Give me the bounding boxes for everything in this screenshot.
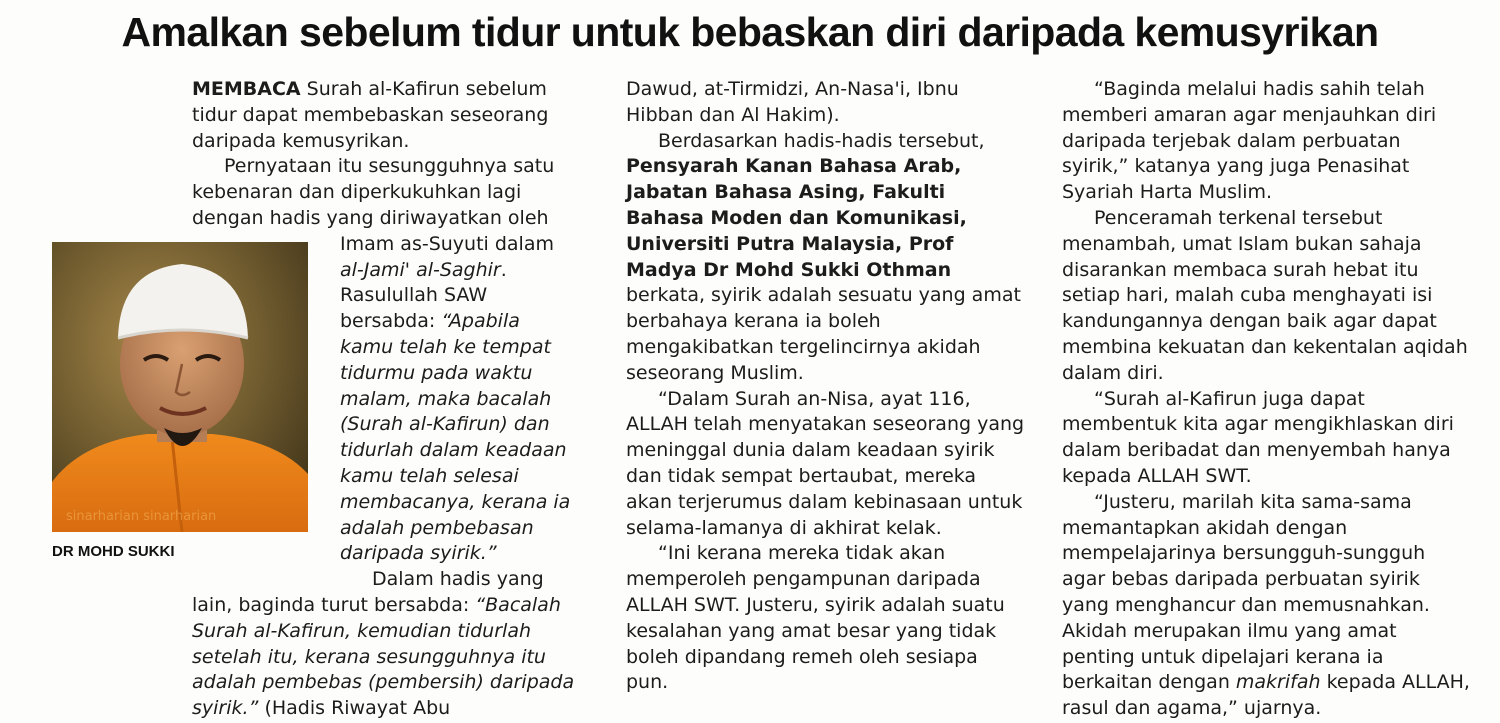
paragraph <box>1062 490 1472 722</box>
paragraph-text: berkata, syirik adalah sesuatu yang amat berbahaya kerana ia boleh mengakibatkan tergelincirnya akidah seseorang Muslim. <box>626 284 1021 384</box>
paragraph: Penceramah terkenal tersebut menambah, umat Islam bukan sahaja disarankan membaca surah hebat itu setiap hari, malah cuba menghayati isi kandungannya dengan baik agar dapat membina kekuatan dan kekentalan aqidah dalam diri. <box>1062 206 1468 384</box>
quote-line: kamu telah selesai <box>340 464 519 487</box>
text-line: Imam as-Suyuti dalam <box>340 232 554 255</box>
paragraph <box>192 593 592 722</box>
wrapped-text <box>340 232 592 593</box>
article-column-2 <box>626 77 1026 696</box>
paragraph-text: kepada ALLAH, rasul dan agama,” ujarnya. <box>1062 671 1470 720</box>
paragraph <box>192 154 592 180</box>
book-title: al-Jami' al-Saghir <box>340 258 501 281</box>
article-column-1 <box>192 77 592 722</box>
lead-word: MEMBACA <box>192 78 301 100</box>
quote-line: membacanya, kerana ia <box>340 490 571 513</box>
paragraph: “Surah al-Kafirun juga dapat membentuk kita agar mengikhlaskan diri dalam beribadat dan menyembah hanya kepada ALLAH SWT. <box>1062 387 1454 487</box>
article-column-3 <box>1062 77 1472 722</box>
text-line: dengan hadis yang diriwayatkan oleh <box>192 206 549 229</box>
italic-term: makrifah <box>1235 671 1321 694</box>
paragraph-text: Berdasarkan hadis-hadis tersebut, <box>658 129 985 152</box>
text-line <box>340 309 592 335</box>
quote-line: tidurlah dalam keadaan <box>340 439 567 462</box>
quote-line: (Surah al-Kafirun) dan <box>340 413 550 436</box>
text-line: Dalam hadis yang <box>372 568 544 591</box>
text-line: Rasulullah SAW <box>340 284 488 307</box>
svg-text:sinarharian sinarharian: sinarharian sinarharian <box>66 509 217 524</box>
quote-text: “Bacalah Surah al-Kafirun, kemudian tidurlah setelah itu, kerana sesungguhnya itu adalah pembebas (pembersih) daripada syirik.” <box>192 593 575 720</box>
quote-line: adalah pembebasan <box>340 516 534 539</box>
quote-line: tidurmu pada waktu <box>340 361 533 384</box>
paragraph <box>626 129 1026 387</box>
text-fragment: . <box>500 258 507 281</box>
paragraph-text: (Hadis Riwayat Abu <box>258 697 451 720</box>
paragraph: Dawud, at-Tirmidzi, An-Nasa'i, Ibnu Hibban dan Al Hakim). <box>626 78 959 126</box>
text-line <box>340 258 592 284</box>
quote-line: malam, maka bacalah <box>340 387 552 410</box>
headline: Amalkan sebelum tidur untuk bebaskan diri daripada kemusyrikan <box>121 9 1379 55</box>
paragraph <box>192 77 592 154</box>
text-line: Pernyataan itu sesungguhnya satu <box>224 155 555 178</box>
paragraph: “Ini kerana mereka tidak akan memperoleh pengampunan daripada ALLAH SWT. Justeru, syirik adalah suatu kesalahan yang amat besar yang tidak boleh dipandang remeh oleh sesiapa pun. <box>626 542 1005 694</box>
quote-line: “Apabila <box>441 310 520 333</box>
text-line: kebenaran dan diperkukuhkan lagi <box>192 181 522 204</box>
paragraph: “Baginda melalui hadis sahih telah memberi amaran agar menjauhkan diri daripada terjebak dalam perbuatan syirik,” katanya yang juga Penasihat Syariah Harta Muslim. <box>1062 78 1437 204</box>
text-fragment: bersabda: <box>340 310 442 333</box>
quote-line: kamu telah ke tempat <box>340 335 551 358</box>
photo-caption: DR MOHD SUKKI <box>52 543 175 560</box>
bold-attribution: Pensyarah Kanan Bahasa Arab, Jabatan Bahasa Asing, Fakulti Bahasa Moden dan Komunikasi, Universiti Putra Malaysia, Prof Madya Dr Mohd Sukki Othman <box>626 155 967 281</box>
quote-line: daripada syirik.” <box>340 542 497 565</box>
paragraph: “Dalam Surah an-Nisa, ayat 116, ALLAH telah menyatakan seseorang yang meninggal dunia dalam keadaan syirik dan tidak sempat bertaubat, mereka akan terjerumus dalam kebinasaan untuk selama-lamanya di akhirat kelak. <box>626 387 1025 539</box>
paragraph-text: lain, baginda turut bersabda: <box>192 593 476 616</box>
paragraph-text: Surah al-Kafirun sebelum tidur dapat membebaskan seseorang daripada kemusyrikan. <box>192 78 549 152</box>
paragraph-text: “Justeru, marilah kita sama-sama memantapkan akidah dengan mempelajarinya bersungguh-sungguh agar bebas daripada perbuatan syirik yang menghancur dan memusnahkan. Akidah merupakan ilmu yang amat penting untuk dipelajari kerana ia berkaitan dengan <box>1062 490 1430 694</box>
